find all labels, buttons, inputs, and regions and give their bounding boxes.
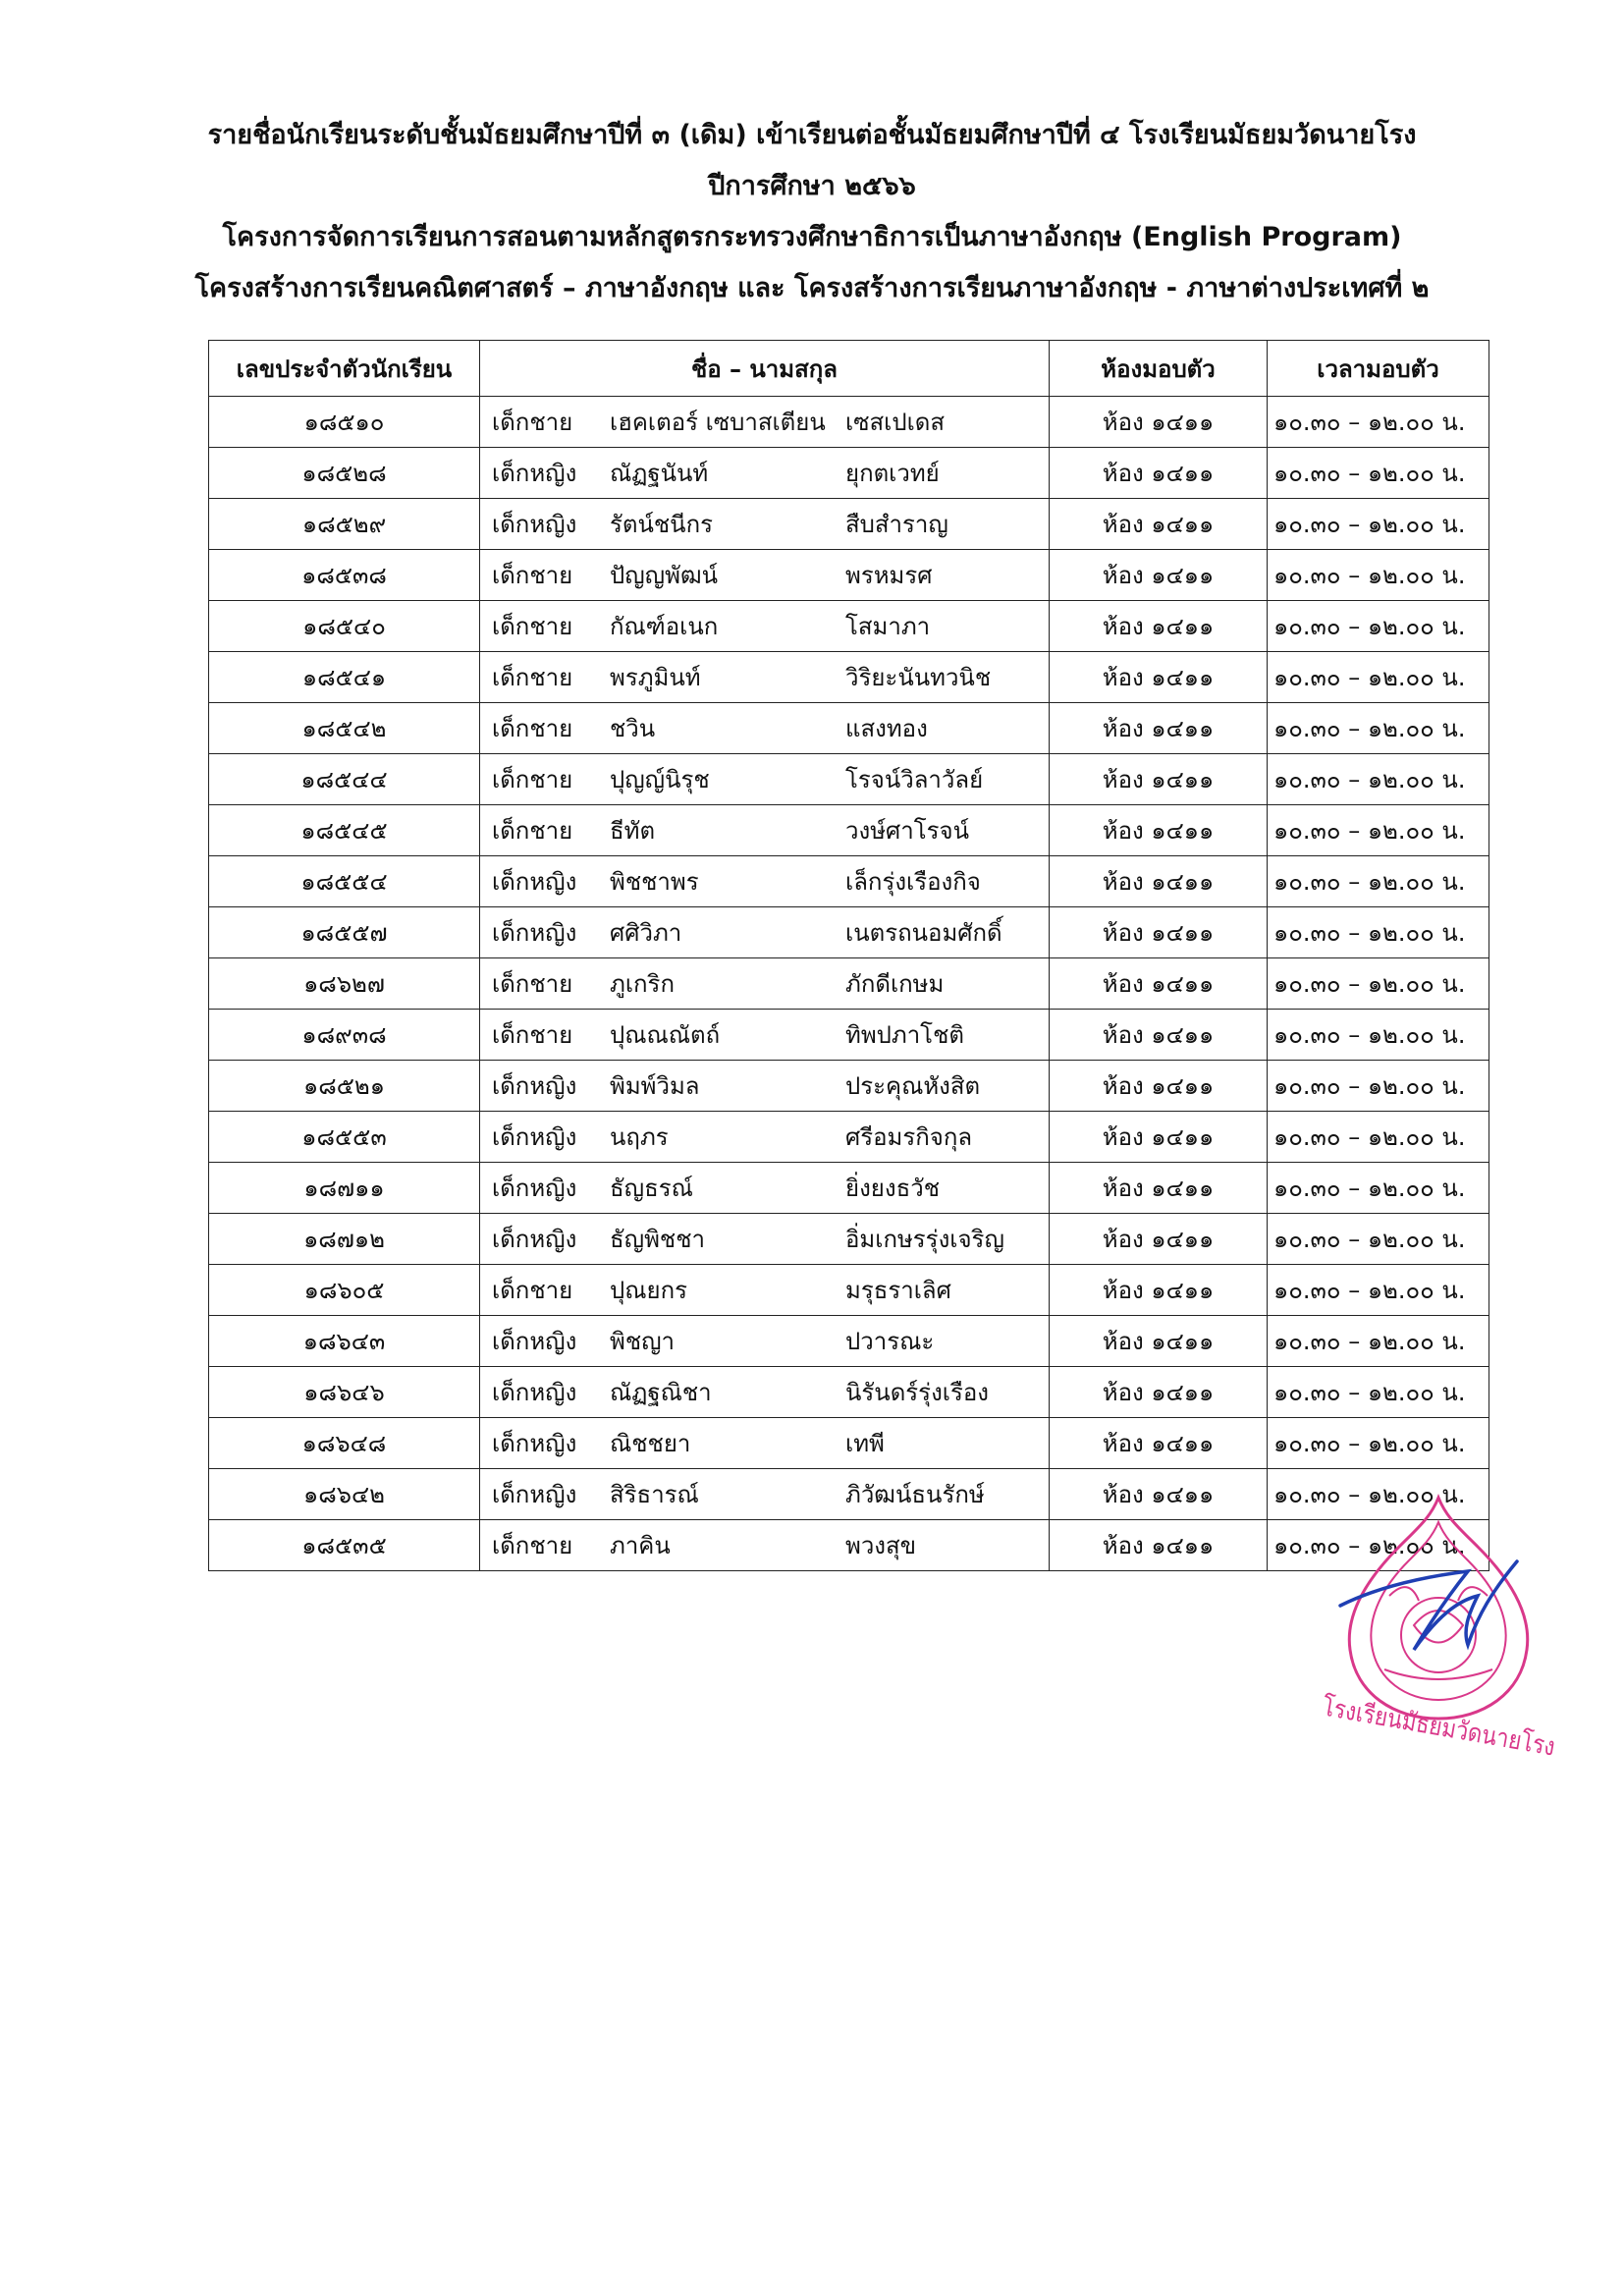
- table-row: [209, 856, 1489, 907]
- table-row: [209, 1061, 1489, 1112]
- report-room: ห้อง ๑๔๑๑: [1050, 397, 1268, 448]
- student-id: ๑๘๙๓๘: [209, 1010, 480, 1061]
- student-last-name: มรุธราเลิศ: [845, 1277, 951, 1304]
- student-first-name: สิริธารณ์: [610, 1481, 699, 1508]
- student-last-name: นิรันดร์รุ่งเรือง: [845, 1379, 990, 1406]
- table-row: [209, 1418, 1489, 1469]
- heading-line-3: โครงการจัดการเรียนการสอนตามหลักสูตรกระทรวงศึกษาธิการเป็นภาษาอังกฤษ (English Program): [222, 222, 1402, 252]
- student-last-name: ยุกตเวทย์: [845, 460, 940, 487]
- student-title: เด็กหญิง: [492, 1379, 577, 1406]
- student-id: ๑๘๕๑๐: [209, 397, 480, 448]
- student-first-name: ปุญญ์นิรุช: [610, 766, 710, 793]
- student-title: เด็กชาย: [492, 409, 573, 436]
- student-last-name: วิริยะนันทวนิช: [845, 664, 992, 691]
- table-row: [209, 1316, 1489, 1367]
- report-room: ห้อง ๑๔๑๑: [1050, 1163, 1268, 1214]
- seal-stamp: [1349, 1498, 1528, 1719]
- report-time: ๑๐.๓๐ – ๑๒.๐๐ น.: [1268, 958, 1489, 1010]
- student-first-name: ศศิวิภา: [610, 919, 682, 947]
- header-full-name: ชื่อ – นามสกุล: [480, 341, 1050, 397]
- student-last-name: อิ่มเกษรรุ่งเจริญ: [845, 1226, 1004, 1253]
- student-id: ๑๘๕๒๘: [209, 448, 480, 499]
- table-row: [209, 1469, 1489, 1520]
- student-title: เด็กชาย: [492, 562, 573, 589]
- student-title: เด็กหญิง: [492, 919, 577, 947]
- student-first-name: ณิชชยา: [610, 1430, 691, 1457]
- student-first-name: ปัญญพัฒน์: [610, 562, 719, 589]
- report-time: ๑๐.๓๐ – ๑๒.๐๐ น.: [1268, 805, 1489, 856]
- student-first-name: ภูเกริก: [610, 970, 675, 998]
- report-time: ๑๐.๓๐ – ๑๒.๐๐ น.: [1268, 1163, 1489, 1214]
- student-last-name: เซสเปเดส: [845, 409, 946, 436]
- report-time: ๑๐.๓๐ – ๑๒.๐๐ น.: [1268, 1010, 1489, 1061]
- student-last-name: วงษ์ศาโรจน์: [845, 817, 969, 845]
- student-first-name: ปุณณณัตถ์: [610, 1021, 721, 1049]
- seal-caption: โรงเรียนมัธยมวัดนายโรง: [1320, 1692, 1597, 1770]
- student-last-name: ทิพปภาโชติ: [845, 1021, 964, 1049]
- report-room: ห้อง ๑๔๑๑: [1050, 1418, 1268, 1469]
- student-title: เด็กชาย: [492, 664, 573, 691]
- school-seal: [1320, 1478, 1597, 1770]
- student-title: เด็กหญิง: [492, 1123, 577, 1151]
- report-room: ห้อง ๑๔๑๑: [1050, 499, 1268, 550]
- report-room: ห้อง ๑๔๑๑: [1050, 1061, 1268, 1112]
- student-name-cell: [480, 1061, 1050, 1112]
- student-name-cell: [480, 1214, 1050, 1265]
- report-time: ๑๐.๓๐ – ๑๒.๐๐ น.: [1268, 1367, 1489, 1418]
- report-room: ห้อง ๑๔๑๑: [1050, 1520, 1268, 1571]
- report-time: ๑๐.๓๐ – ๑๒.๐๐ น.: [1268, 856, 1489, 907]
- student-first-name: ชวิน: [610, 715, 656, 742]
- report-time: ๑๐.๓๐ – ๑๒.๐๐ น.: [1268, 1469, 1489, 1520]
- table-row: [209, 1214, 1489, 1265]
- table-row: [209, 754, 1489, 805]
- student-first-name: รัตน์ชนีกร: [610, 511, 713, 538]
- student-id: ๑๘๕๕๔: [209, 856, 480, 907]
- student-first-name: กัณฑ์อเนก: [610, 613, 719, 640]
- heading-line-1: รายชื่อนักเรียนระดับชั้นมัธยมศึกษาปีที่ ๓ (เดิม) เข้าเรียนต่อชั้นมัธยมศึกษาปีที่ ๔ โรงเรียนมัธยมวัดนายโรง: [207, 120, 1417, 150]
- document-header: [0, 110, 1624, 314]
- student-last-name: เล็กรุ่งเรืองกิจ: [845, 868, 981, 896]
- report-room: ห้อง ๑๔๑๑: [1050, 907, 1268, 958]
- student-name-cell: [480, 448, 1050, 499]
- student-id: ๑๘๕๕๗: [209, 907, 480, 958]
- student-title: เด็กหญิง: [492, 460, 577, 487]
- report-room: ห้อง ๑๔๑๑: [1050, 856, 1268, 907]
- student-first-name: ธีทัต: [610, 817, 656, 845]
- student-title: เด็กหญิง: [492, 1430, 577, 1457]
- report-time: ๑๐.๓๐ – ๑๒.๐๐ น.: [1268, 754, 1489, 805]
- student-first-name: พิมพ์วิมล: [610, 1072, 700, 1100]
- student-title: เด็กชาย: [492, 766, 573, 793]
- student-name-cell: [480, 805, 1050, 856]
- student-id: ๑๘๗๑๒: [209, 1214, 480, 1265]
- table-row: [209, 652, 1489, 703]
- table-row: [209, 703, 1489, 754]
- student-last-name: ศรีอมรกิจกุล: [845, 1123, 973, 1151]
- report-time: ๑๐.๓๐ – ๑๒.๐๐ น.: [1268, 1265, 1489, 1316]
- table-row: [209, 1367, 1489, 1418]
- report-room: ห้อง ๑๔๑๑: [1050, 1316, 1268, 1367]
- student-name-cell: [480, 856, 1050, 907]
- student-id: ๑๘๕๔๐: [209, 601, 480, 652]
- student-last-name: โรจน์วิลาวัลย์: [845, 766, 984, 793]
- student-title: เด็กหญิง: [492, 1175, 577, 1202]
- table-row: [209, 397, 1489, 448]
- report-time: ๑๐.๓๐ – ๑๒.๐๐ น.: [1268, 397, 1489, 448]
- student-id: ๑๘๕๔๑: [209, 652, 480, 703]
- student-last-name: ปวารณะ: [845, 1328, 935, 1355]
- table-row: [209, 1265, 1489, 1316]
- student-first-name: ปุณยกร: [610, 1277, 687, 1304]
- student-id: ๑๘๕๔๔: [209, 754, 480, 805]
- report-room: ห้อง ๑๔๑๑: [1050, 805, 1268, 856]
- student-title: เด็กหญิง: [492, 511, 577, 538]
- signature-mark: [1340, 1561, 1517, 1650]
- report-time: ๑๐.๓๐ – ๑๒.๐๐ น.: [1268, 448, 1489, 499]
- student-first-name: ณัฏฐนันท์: [610, 460, 709, 487]
- student-last-name: ภิวัฒน์ธนรักษ์: [845, 1481, 985, 1508]
- student-id: ๑๘๗๑๑: [209, 1163, 480, 1214]
- student-name-cell: [480, 601, 1050, 652]
- student-name-cell: [480, 550, 1050, 601]
- student-first-name: ณัฏฐณิชา: [610, 1379, 712, 1406]
- student-name-cell: [480, 703, 1050, 754]
- student-title: เด็กหญิง: [492, 1072, 577, 1100]
- report-time: ๑๐.๓๐ – ๑๒.๐๐ น.: [1268, 907, 1489, 958]
- student-name-cell: [480, 1265, 1050, 1316]
- student-last-name: เนตรถนอมศักดิ์: [845, 919, 1002, 947]
- table-row: [209, 1112, 1489, 1163]
- header-time: เวลามอบตัว: [1268, 341, 1489, 397]
- student-first-name: นฤภร: [610, 1123, 669, 1151]
- table-row: [209, 448, 1489, 499]
- student-id: ๑๘๕๒๑: [209, 1061, 480, 1112]
- student-last-name: สืบสำราญ: [845, 511, 948, 538]
- student-first-name: ภาคิน: [610, 1532, 671, 1559]
- student-last-name: ภักดีเกษม: [845, 970, 945, 998]
- student-first-name: ธัญพิชชา: [610, 1226, 705, 1253]
- report-room: ห้อง ๑๔๑๑: [1050, 652, 1268, 703]
- student-id: ๑๘๕๕๓: [209, 1112, 480, 1163]
- student-title: เด็กชาย: [492, 817, 573, 845]
- report-room: ห้อง ๑๔๑๑: [1050, 1214, 1268, 1265]
- report-room: ห้อง ๑๔๑๑: [1050, 1265, 1268, 1316]
- table-row: [209, 805, 1489, 856]
- header-room: ห้องมอบตัว: [1050, 341, 1268, 397]
- report-room: ห้อง ๑๔๑๑: [1050, 550, 1268, 601]
- table-row: [209, 1163, 1489, 1214]
- student-id: ๑๘๕๓๘: [209, 550, 480, 601]
- report-room: ห้อง ๑๔๑๑: [1050, 1367, 1268, 1418]
- student-id: ๑๘๕๔๕: [209, 805, 480, 856]
- table-row: [209, 601, 1489, 652]
- report-time: ๑๐.๓๐ – ๑๒.๐๐ น.: [1268, 601, 1489, 652]
- report-room: ห้อง ๑๔๑๑: [1050, 958, 1268, 1010]
- heading-line-4: โครงสร้างการเรียนคณิตศาสตร์ – ภาษาอังกฤษ และ โครงสร้างการเรียนภาษาอังกฤษ - ภาษาต่างประเทศที่ ๒: [194, 273, 1430, 303]
- table-row: [209, 499, 1489, 550]
- student-title: เด็กชาย: [492, 1532, 573, 1559]
- student-last-name: โสมาภา: [845, 613, 931, 640]
- student-name-cell: [480, 1163, 1050, 1214]
- report-time: ๑๐.๓๐ – ๑๒.๐๐ น.: [1268, 1214, 1489, 1265]
- student-id: ๑๘๖๔๘: [209, 1418, 480, 1469]
- student-name-cell: [480, 1520, 1050, 1571]
- table-row: [209, 1520, 1489, 1571]
- table-body: [209, 397, 1489, 1571]
- student-id: ๑๘๖๒๗: [209, 958, 480, 1010]
- student-name-cell: [480, 907, 1050, 958]
- student-id: ๑๘๖๔๒: [209, 1469, 480, 1520]
- report-room: ห้อง ๑๔๑๑: [1050, 1112, 1268, 1163]
- student-last-name: พรหมรศ: [845, 562, 933, 589]
- student-name-cell: [480, 1010, 1050, 1061]
- student-name-cell: [480, 397, 1050, 448]
- student-id: ๑๘๕๓๕: [209, 1520, 480, 1571]
- report-time: ๑๐.๓๐ – ๑๒.๐๐ น.: [1268, 1061, 1489, 1112]
- student-first-name: พิชชาพร: [610, 868, 699, 896]
- report-time: ๑๐.๓๐ – ๑๒.๐๐ น.: [1268, 703, 1489, 754]
- report-time: ๑๐.๓๐ – ๑๒.๐๐ น.: [1268, 1520, 1489, 1571]
- student-title: เด็กหญิง: [492, 868, 577, 896]
- report-time: ๑๐.๓๐ – ๑๒.๐๐ น.: [1268, 1316, 1489, 1367]
- student-name-cell: [480, 652, 1050, 703]
- student-title: เด็กชาย: [492, 1277, 573, 1304]
- student-title: เด็กชาย: [492, 715, 573, 742]
- student-title: เด็กหญิง: [492, 1226, 577, 1253]
- report-time: ๑๐.๓๐ – ๑๒.๐๐ น.: [1268, 499, 1489, 550]
- student-title: เด็กชาย: [492, 613, 573, 640]
- student-name-cell: [480, 958, 1050, 1010]
- student-name-cell: [480, 1367, 1050, 1418]
- report-room: ห้อง ๑๔๑๑: [1050, 448, 1268, 499]
- student-name-cell: [480, 1418, 1050, 1469]
- student-id: ๑๘๕๔๒: [209, 703, 480, 754]
- student-name-cell: [480, 1316, 1050, 1367]
- student-last-name: ประคุณหังสิต: [845, 1072, 981, 1100]
- student-last-name: เทพี: [845, 1430, 885, 1457]
- table-row: [209, 550, 1489, 601]
- student-id: ๑๘๕๒๙: [209, 499, 480, 550]
- table-row: [209, 1010, 1489, 1061]
- table-header-row: [209, 341, 1489, 397]
- report-room: ห้อง ๑๔๑๑: [1050, 754, 1268, 805]
- student-title: เด็กหญิง: [492, 1328, 577, 1355]
- report-time: ๑๐.๓๐ – ๑๒.๐๐ น.: [1268, 1418, 1489, 1469]
- student-first-name: พิชญา: [610, 1328, 676, 1355]
- report-time: ๑๐.๓๐ – ๑๒.๐๐ น.: [1268, 550, 1489, 601]
- report-time: ๑๐.๓๐ – ๑๒.๐๐ น.: [1268, 1112, 1489, 1163]
- report-room: ห้อง ๑๔๑๑: [1050, 1469, 1268, 1520]
- student-id: ๑๘๖๔๖: [209, 1367, 480, 1418]
- student-name-cell: [480, 1469, 1050, 1520]
- student-title: เด็กหญิง: [492, 1481, 577, 1508]
- student-title: เด็กชาย: [492, 970, 573, 998]
- student-last-name: แสงทอง: [845, 715, 928, 742]
- report-room: ห้อง ๑๔๑๑: [1050, 601, 1268, 652]
- student-first-name: เฮคเตอร์ เซบาสเตียน: [610, 409, 826, 436]
- report-room: ห้อง ๑๔๑๑: [1050, 703, 1268, 754]
- heading-line-2: ปีการศึกษา ๒๕๖๖: [708, 171, 916, 201]
- header-student-id: เลขประจำตัวนักเรียน: [209, 341, 480, 397]
- student-name-cell: [480, 1112, 1050, 1163]
- report-time: ๑๐.๓๐ – ๑๒.๐๐ น.: [1268, 652, 1489, 703]
- student-first-name: พรภูมินท์: [610, 664, 701, 691]
- table-row: [209, 958, 1489, 1010]
- student-last-name: พวงสุข: [845, 1532, 917, 1559]
- student-name-cell: [480, 499, 1050, 550]
- student-first-name: ธัญธรณ์: [610, 1175, 693, 1202]
- student-table: [208, 340, 1489, 1571]
- table-row: [209, 907, 1489, 958]
- student-title: เด็กชาย: [492, 1021, 573, 1049]
- student-name-cell: [480, 754, 1050, 805]
- student-id: ๑๘๖๔๓: [209, 1316, 480, 1367]
- student-last-name: ยิ่งยงธวัช: [845, 1175, 940, 1202]
- student-id: ๑๘๖๐๕: [209, 1265, 480, 1316]
- report-room: ห้อง ๑๔๑๑: [1050, 1010, 1268, 1061]
